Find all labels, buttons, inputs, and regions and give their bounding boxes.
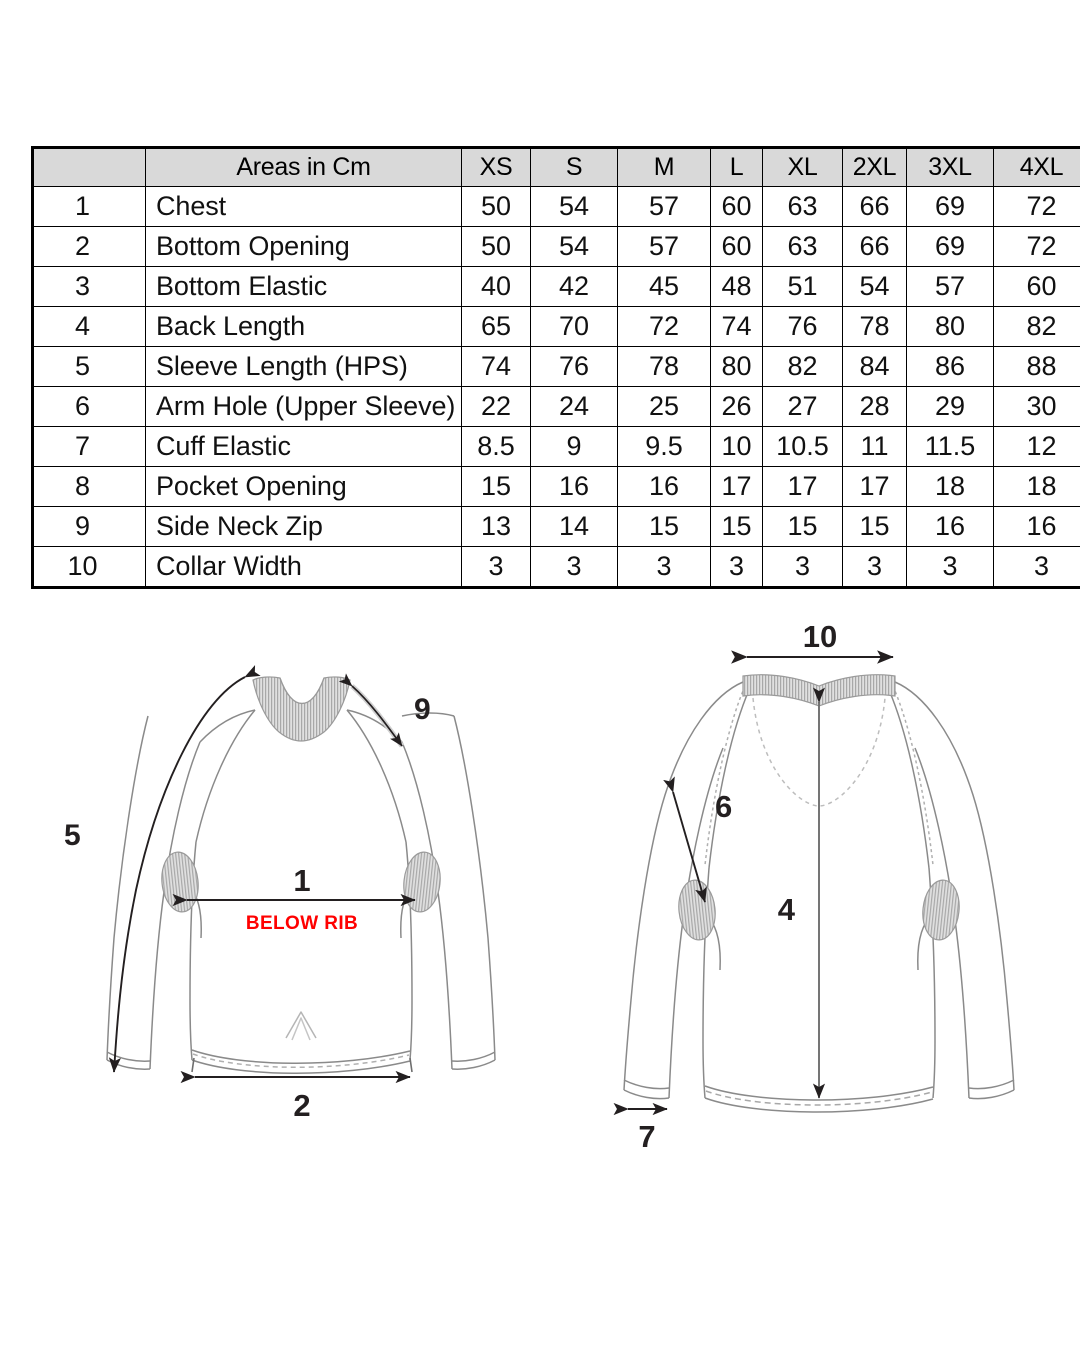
- row-index: 2: [33, 227, 146, 267]
- back-collar-rib: [743, 675, 895, 706]
- cell-xl: 15: [763, 507, 843, 547]
- header-size-l: L: [711, 148, 763, 187]
- cell-2xl: 78: [843, 307, 907, 347]
- cell-xs: 65: [462, 307, 531, 347]
- table-row: [33, 307, 1080, 347]
- front-collar-rib: [253, 677, 350, 741]
- table-row: [33, 387, 1080, 427]
- row-index: 8: [33, 467, 146, 507]
- row-index: 9: [33, 507, 146, 547]
- table-row: [33, 507, 1080, 547]
- cell-2xl: 54: [843, 267, 907, 307]
- cell-4xl: 30: [994, 387, 1080, 427]
- row-label: Bottom Elastic: [146, 267, 462, 307]
- size-chart-table-container: [31, 146, 1064, 589]
- back-left-underarm-gusset: [676, 878, 718, 941]
- table-row: [33, 467, 1080, 507]
- row-index: 6: [33, 387, 146, 427]
- cell-xl: 10.5: [763, 427, 843, 467]
- dim-label-2: 2: [293, 1088, 311, 1123]
- cell-s: 76: [531, 347, 618, 387]
- cell-s: 42: [531, 267, 618, 307]
- row-index: 3: [33, 267, 146, 307]
- cell-l: 80: [711, 347, 763, 387]
- header-size-xl: XL: [763, 148, 843, 187]
- below-rib-note: BELOW RIB: [245, 913, 359, 934]
- table-row: [33, 227, 1080, 267]
- cell-xl: 63: [763, 187, 843, 227]
- cell-3xl: 11.5: [907, 427, 994, 467]
- table-row: [33, 347, 1080, 387]
- row-label: Collar Width: [146, 547, 462, 588]
- cell-2xl: 84: [843, 347, 907, 387]
- cell-xs: 13: [462, 507, 531, 547]
- cell-4xl: 72: [994, 187, 1080, 227]
- cell-m: 3: [618, 547, 711, 588]
- cell-m: 45: [618, 267, 711, 307]
- row-label: Cuff Elastic: [146, 427, 462, 467]
- header-size-xs: XS: [462, 148, 531, 187]
- cell-m: 57: [618, 187, 711, 227]
- row-index: 1: [33, 187, 146, 227]
- back-right-underarm-gusset: [920, 878, 962, 941]
- cell-l: 15: [711, 507, 763, 547]
- cell-xs: 40: [462, 267, 531, 307]
- table-row: [33, 547, 1080, 588]
- cell-m: 9.5: [618, 427, 711, 467]
- cell-s: 14: [531, 507, 618, 547]
- cell-3xl: 18: [907, 467, 994, 507]
- cell-l: 60: [711, 227, 763, 267]
- table-header-row: [33, 148, 1080, 187]
- dim-label-6: 6: [715, 789, 733, 824]
- dim-label-7: 7: [638, 1119, 656, 1154]
- cell-xs: 74: [462, 347, 531, 387]
- cell-3xl: 29: [907, 387, 994, 427]
- cell-m: 57: [618, 227, 711, 267]
- cell-4xl: 3: [994, 547, 1080, 588]
- row-label: Chest: [146, 187, 462, 227]
- header-size-2xl: 2XL: [843, 148, 907, 187]
- cell-4xl: 16: [994, 507, 1080, 547]
- cell-s: 9: [531, 427, 618, 467]
- row-index: 7: [33, 427, 146, 467]
- cell-s: 24: [531, 387, 618, 427]
- row-index: 4: [33, 307, 146, 347]
- row-label: Sleeve Length (HPS): [146, 347, 462, 387]
- cell-2xl: 66: [843, 227, 907, 267]
- dim-label-4: 4: [777, 892, 795, 927]
- cell-2xl: 15: [843, 507, 907, 547]
- cell-xs: 8.5: [462, 427, 531, 467]
- cell-xl: 17: [763, 467, 843, 507]
- cell-xs: 15: [462, 467, 531, 507]
- cell-s: 54: [531, 227, 618, 267]
- cell-m: 78: [618, 347, 711, 387]
- header-size-4xl: 4XL: [994, 148, 1080, 187]
- cell-4xl: 82: [994, 307, 1080, 347]
- table-body: [33, 187, 1080, 588]
- cell-xs: 3: [462, 547, 531, 588]
- cell-xl: 27: [763, 387, 843, 427]
- row-label: Back Length: [146, 307, 462, 347]
- header-area: Areas in Cm: [146, 148, 462, 187]
- cell-3xl: 57: [907, 267, 994, 307]
- cell-3xl: 3: [907, 547, 994, 588]
- dim-label-9: 9: [414, 693, 431, 726]
- row-label: Pocket Opening: [146, 467, 462, 507]
- cell-2xl: 3: [843, 547, 907, 588]
- header-index: [33, 148, 146, 187]
- cell-3xl: 80: [907, 307, 994, 347]
- cell-2xl: 28: [843, 387, 907, 427]
- row-label: Arm Hole (Upper Sleeve): [146, 387, 462, 427]
- table-row: [33, 427, 1080, 467]
- cell-xs: 50: [462, 187, 531, 227]
- cell-4xl: 60: [994, 267, 1080, 307]
- cell-xl: 82: [763, 347, 843, 387]
- table-row: [33, 267, 1080, 307]
- cell-l: 17: [711, 467, 763, 507]
- header-size-3xl: 3XL: [907, 148, 994, 187]
- cell-4xl: 12: [994, 427, 1080, 467]
- dim-label-5: 5: [64, 819, 81, 852]
- cell-m: 72: [618, 307, 711, 347]
- cell-2xl: 66: [843, 187, 907, 227]
- cell-s: 70: [531, 307, 618, 347]
- cell-xl: 51: [763, 267, 843, 307]
- row-index: 5: [33, 347, 146, 387]
- dim-label-10: 10: [802, 620, 838, 654]
- table-header: [33, 148, 1080, 187]
- cell-s: 3: [531, 547, 618, 588]
- cell-xs: 50: [462, 227, 531, 267]
- cell-4xl: 18: [994, 467, 1080, 507]
- cell-l: 74: [711, 307, 763, 347]
- cell-l: 48: [711, 267, 763, 307]
- cell-xl: 76: [763, 307, 843, 347]
- cell-m: 16: [618, 467, 711, 507]
- row-label: Bottom Opening: [146, 227, 462, 267]
- sweatshirt-front-view: [40, 620, 560, 1200]
- cell-s: 54: [531, 187, 618, 227]
- cell-s: 16: [531, 467, 618, 507]
- header-size-m: M: [618, 148, 711, 187]
- cell-l: 26: [711, 387, 763, 427]
- dim-label-1: 1: [293, 863, 311, 898]
- cell-3xl: 69: [907, 187, 994, 227]
- cell-xl: 3: [763, 547, 843, 588]
- cell-m: 15: [618, 507, 711, 547]
- cell-4xl: 72: [994, 227, 1080, 267]
- cell-3xl: 69: [907, 227, 994, 267]
- cell-xl: 63: [763, 227, 843, 267]
- cell-l: 60: [711, 187, 763, 227]
- cell-4xl: 88: [994, 347, 1080, 387]
- cell-l: 10: [711, 427, 763, 467]
- row-label: Side Neck Zip: [146, 507, 462, 547]
- cell-2xl: 11: [843, 427, 907, 467]
- cell-3xl: 86: [907, 347, 994, 387]
- cell-3xl: 16: [907, 507, 994, 547]
- table-row: [33, 187, 1080, 227]
- cell-l: 3: [711, 547, 763, 588]
- sweatshirt-back-view: [555, 620, 1075, 1200]
- technical-drawings: [0, 620, 1080, 1220]
- cell-2xl: 17: [843, 467, 907, 507]
- header-size-s: S: [531, 148, 618, 187]
- size-chart-table: [31, 146, 1080, 589]
- row-index: 10: [33, 547, 146, 588]
- cell-m: 25: [618, 387, 711, 427]
- dim-side-neck-zip-arrow: [352, 686, 402, 746]
- cell-xs: 22: [462, 387, 531, 427]
